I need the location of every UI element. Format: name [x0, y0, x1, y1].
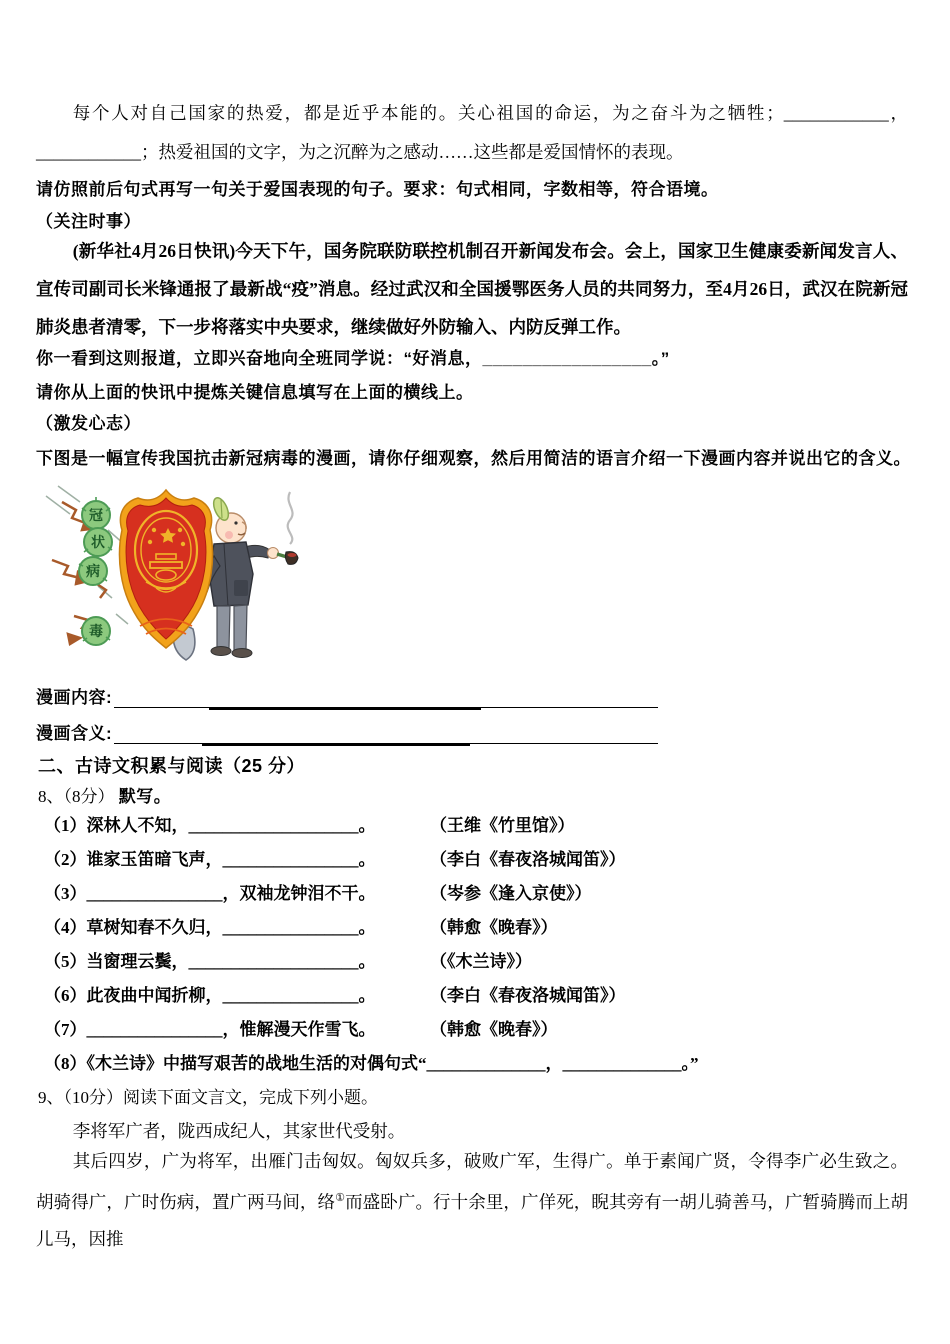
cap-leaf-icon — [211, 496, 232, 523]
question-9-header: 9、（10分）阅读下面文言文，完成下列小题。 — [38, 1088, 378, 1107]
memorization-item-7 — [44, 1015, 924, 1041]
poem-source: （李白《春夜洛城闻笛》） — [430, 850, 626, 869]
poem-line: （6）此夜曲中闻折柳，________________。 — [44, 986, 376, 1005]
poem-source: （《木兰诗》） — [430, 952, 532, 971]
extract-instruction: 请你从上面的快讯中提炼关键信息填写在上面的横线上。 — [36, 383, 474, 402]
passage-paragraph-1: 李将军广者，陇西成纪人，其家世代受射。 — [72, 1121, 406, 1141]
news-paragraph: (新华社4月26日快讯)今天下午，国务院联防联控机制召开新闻发布会。会上，国家卫生健康委新闻发言人、宣传司副司长米锋通报了最新战“疫”消息。经过武汉和全国援鄂医务人员的共同努力，至4月26日，武汉在院新冠肺炎患者清零，下一步将落实中央要求，继续做好外防输入、内防反弹工作。 — [36, 241, 908, 337]
cartoon-meaning-blank — [114, 723, 658, 744]
footnote-marker: ① — [335, 1192, 346, 1204]
memorization-item-4 — [44, 913, 924, 939]
virus-label-bing: 病 — [86, 563, 100, 579]
question-8-title: 默写。 — [118, 787, 172, 806]
poem-line: （8）《木兰诗》中描写艰苦的战地生活的对偶句式“______________，______________。” — [44, 1054, 699, 1073]
cartoon-content-blank-thick-segment — [209, 707, 481, 710]
poem-source: （王维《竹里馆》） — [430, 816, 575, 835]
cartoon-content-blank — [114, 687, 658, 708]
cartoon-instruction: 下图是一幅宣传我国抗击新冠病毒的漫画，请你仔细观察，然后用简洁的语言介绍一下漫画内容并说出它的含义。 — [36, 449, 911, 468]
reaction-line: 你一看到这则报道，立即兴奋地向全班同学说：“好消息，_________________。” — [36, 349, 670, 368]
poem-source: （岑参《逢入京使》） — [430, 884, 592, 903]
imitation-instruction: 请仿照前后句式再写一句关于爱国表现的句子。要求：句式相同，字数相等，符合语境。 — [36, 180, 719, 199]
poem-line: （3）________________，双袖龙钟泪不干。 — [44, 884, 376, 903]
cartoon-meaning-blank-thick-segment — [202, 743, 470, 746]
shield-icon — [119, 490, 212, 648]
passage-text-after-note: 而盛卧广。行十余里，广佯死，睨其旁有一胡儿骑善马，广暂骑腾而上胡儿马，因推 — [36, 1191, 909, 1249]
label-current-events: （关注时事） — [36, 212, 141, 231]
question-8-header — [38, 782, 171, 807]
virus-blobs — [79, 497, 112, 645]
passage-paragraph-2 — [36, 1143, 908, 1258]
memorization-item-3 — [44, 879, 924, 905]
pipe-icon — [277, 552, 298, 565]
memorization-item-1 — [44, 811, 924, 837]
smoke-icon — [288, 492, 293, 544]
poem-source: （李白《春夜洛城闻笛》） — [430, 986, 626, 1005]
memorization-item-6 — [44, 981, 924, 1007]
virus-label-guan: 冠 — [89, 507, 103, 523]
cartoon-meaning-label: 漫画含义: — [36, 724, 113, 743]
question-8-number: 8、（8分） — [38, 787, 115, 806]
poem-line: （4）草树知春不久归，________________。 — [44, 918, 376, 937]
intro-paragraph: 每个人对自己国家的热爱，都是近乎本能的。关心祖国的命运，为之奋斗为之牺牲；____________，____________；热爱祖国的文字，为之沉醉为之感动……这些都是爱国情怀的表现。 — [36, 103, 908, 162]
anti-virus-cartoon — [28, 478, 323, 688]
poem-source: （韩愈《晚春》） — [430, 1020, 558, 1039]
poem-line: （2）谁家玉笛暗飞声，________________。 — [44, 850, 376, 869]
cartoon-meaning-answer-row — [36, 722, 658, 744]
cartoon-content-answer-row — [36, 686, 658, 708]
passage-text-before-note: 其后四岁，广为将军，出雁门击匈奴。匈奴兵多，破败广军，生得广。单于素闻广贤，令得李广必生致之。胡骑得广，广时伤病，置广两马间，络 — [36, 1151, 908, 1212]
memorization-item-2 — [44, 845, 924, 871]
poem-line: （7）________________，惟解漫天作雪飞。 — [44, 1020, 376, 1039]
label-inspire: （激发心志） — [36, 414, 141, 433]
poem-source: （韩愈《晚春》） — [430, 918, 558, 937]
cartoon-man — [199, 492, 298, 658]
cartoon-illustration — [28, 478, 323, 683]
virus-label-zhuang: 状 — [91, 534, 105, 550]
memorization-item-8 — [44, 1049, 924, 1075]
poem-line: （1）深林人不知，____________________。 — [44, 816, 376, 835]
poem-line: （5）当窗理云鬓，____________________。 — [44, 952, 376, 971]
section-2-heading: 二、古诗文积累与阅读（25 分） — [38, 756, 306, 776]
virus-label-du: 毒 — [89, 623, 103, 639]
memorization-item-5 — [44, 947, 924, 973]
cartoon-content-label: 漫画内容: — [36, 688, 113, 707]
